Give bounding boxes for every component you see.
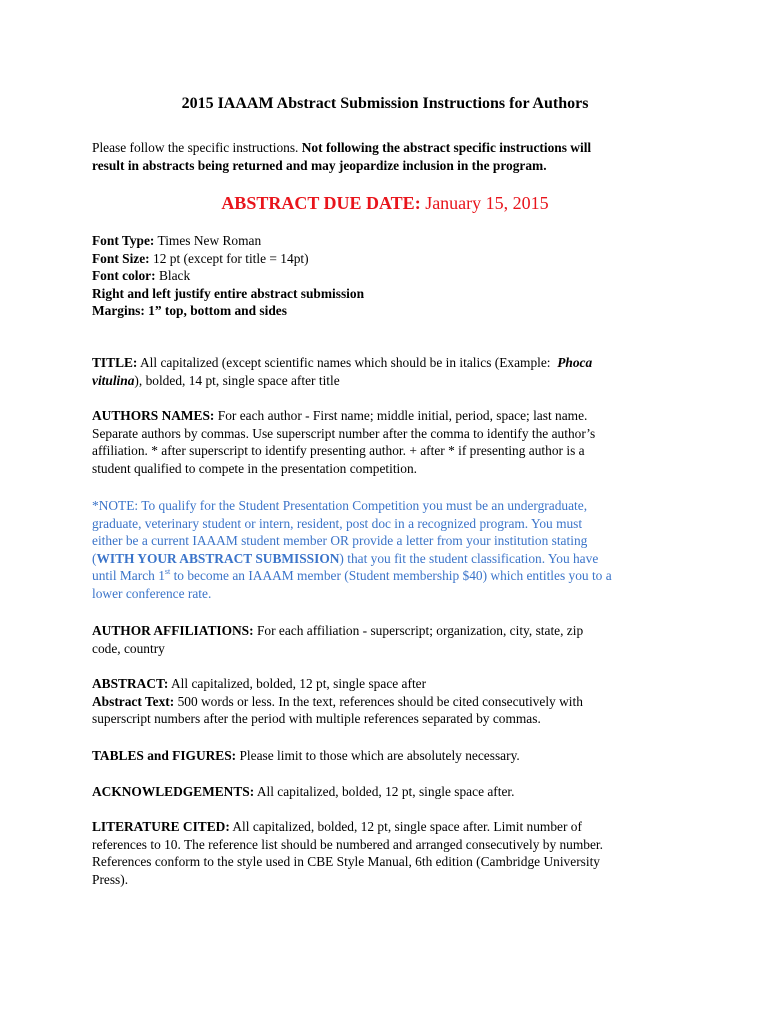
note-submission-emphasis: WITH YOUR ABSTRACT SUBMISSION <box>96 550 340 566</box>
ack-label: ACKNOWLEDGEMENTS: <box>92 784 255 799</box>
intro-plain: Please follow the specific instructions. <box>92 140 299 155</box>
intro-warning-1: Not following the abstract specific instructions will <box>301 140 592 155</box>
title-section-example-2: vitulina <box>92 372 135 388</box>
lit-line-2: references to 10. The reference list should be numbered and arranged consecutively by number. <box>92 836 604 852</box>
font-size-label: Font Size: <box>92 250 150 266</box>
affiliations-line-1: For each affiliation - superscript; organization, city, state, zip <box>256 623 584 638</box>
justify-instruction: Right and left justify entire abstract submission <box>92 285 365 301</box>
note-line-4-pre: ( <box>92 550 97 566</box>
margins-instruction: Margins: 1” top, bottom and sides <box>92 303 287 319</box>
font-type-value: Times New Roman <box>157 233 262 248</box>
note-line-6: lower conference rate. <box>92 585 212 601</box>
due-date-value: January 15, 2015 <box>425 193 549 213</box>
font-type-label: Font Type: <box>92 233 155 248</box>
tables-text: Please limit to those which are absolutely necessary. <box>239 748 520 763</box>
due-date-label: ABSTRACT DUE DATE: <box>221 193 421 213</box>
abstract-text-line-2: superscript numbers after the period with multiple references separated by commas. <box>92 711 541 727</box>
document-title: 2015 IAAAM Abstract Submission Instructions for Authors <box>181 95 589 112</box>
student-note <box>92 497 692 603</box>
title-section-example: Phoca <box>557 355 593 370</box>
abstract-text-line-1: 500 words or less. In the text, references should be cited consecutively with <box>177 693 583 709</box>
note-line-4-post: ) that you fit the student classification. You have <box>339 550 599 566</box>
authors-line-4: student qualified to compete in the presentation competition. <box>92 460 418 476</box>
note-line-5-pre: until March 1 <box>92 568 165 584</box>
lit-line-1: All capitalized, bolded, 12 pt, single space after. Limit number of <box>232 819 582 834</box>
abstract-line-1: All capitalized, bolded, 12 pt, single space after <box>171 676 427 691</box>
affiliations-label: AUTHOR AFFILIATIONS: <box>92 623 254 638</box>
acknowledgements-section <box>92 783 692 801</box>
abstract-text-label: Abstract Text: <box>92 693 175 709</box>
lit-line-3: References conform to the style used in CBE Style Manual, 6th edition (Cambridge University <box>92 854 600 870</box>
title-section-label: TITLE: <box>92 355 138 370</box>
abstract-section <box>92 675 692 728</box>
note-line-1: *NOTE: To qualify for the Student Presentation Competition you must be an undergraduate, <box>92 498 588 513</box>
tables-label: TABLES and FIGURES: <box>92 748 237 763</box>
font-size-value: 12 pt (except for title = 14pt) <box>153 250 309 266</box>
note-line-2: graduate, veterinary student or intern, resident, post doc in a recognized program. You must <box>92 515 583 531</box>
format-list <box>92 232 692 320</box>
authors-label: AUTHORS NAMES: <box>92 408 215 423</box>
intro-paragraph <box>92 139 692 174</box>
due-date <box>0 192 770 214</box>
abstract-label: ABSTRACT: <box>92 676 169 691</box>
ack-text: All capitalized, bolded, 12 pt, single space after. <box>256 784 515 799</box>
note-line-5-post: to become an IAAAM member (Student membership $40) which entitles you to a <box>170 568 612 584</box>
affiliations-line-2: code, country <box>92 640 165 656</box>
affiliations-section <box>92 622 692 657</box>
tables-section <box>92 747 692 765</box>
authors-line-3: affiliation. * after superscript to identify presenting author. + after * if presenting author is a <box>92 443 585 459</box>
literature-section <box>92 818 692 888</box>
lit-label: LITERATURE CITED: <box>92 819 230 834</box>
note-superscript: st <box>164 567 171 577</box>
font-color-label: Font color: <box>92 268 156 284</box>
title-section-text-2: ), bolded, 14 pt, single space after title <box>134 372 340 388</box>
font-color-value: Black <box>158 268 191 284</box>
title-section <box>92 354 692 389</box>
authors-line-2: Separate authors by commas. Use superscript number after the comma to identify the author’s <box>92 425 596 441</box>
authors-line-1: For each author - First name; middle initial, period, space; last name. <box>217 408 588 423</box>
authors-section <box>92 407 692 477</box>
intro-warning-2: result in abstracts being returned and may jeopardize inclusion in the program. <box>92 157 547 173</box>
title-section-text: All capitalized (except scientific names which should be in italics (Example: <box>140 355 551 370</box>
note-line-3: either be a current IAAAM student member OR provide a letter from your institution stating <box>92 533 588 549</box>
lit-line-4: Press). <box>92 871 129 887</box>
